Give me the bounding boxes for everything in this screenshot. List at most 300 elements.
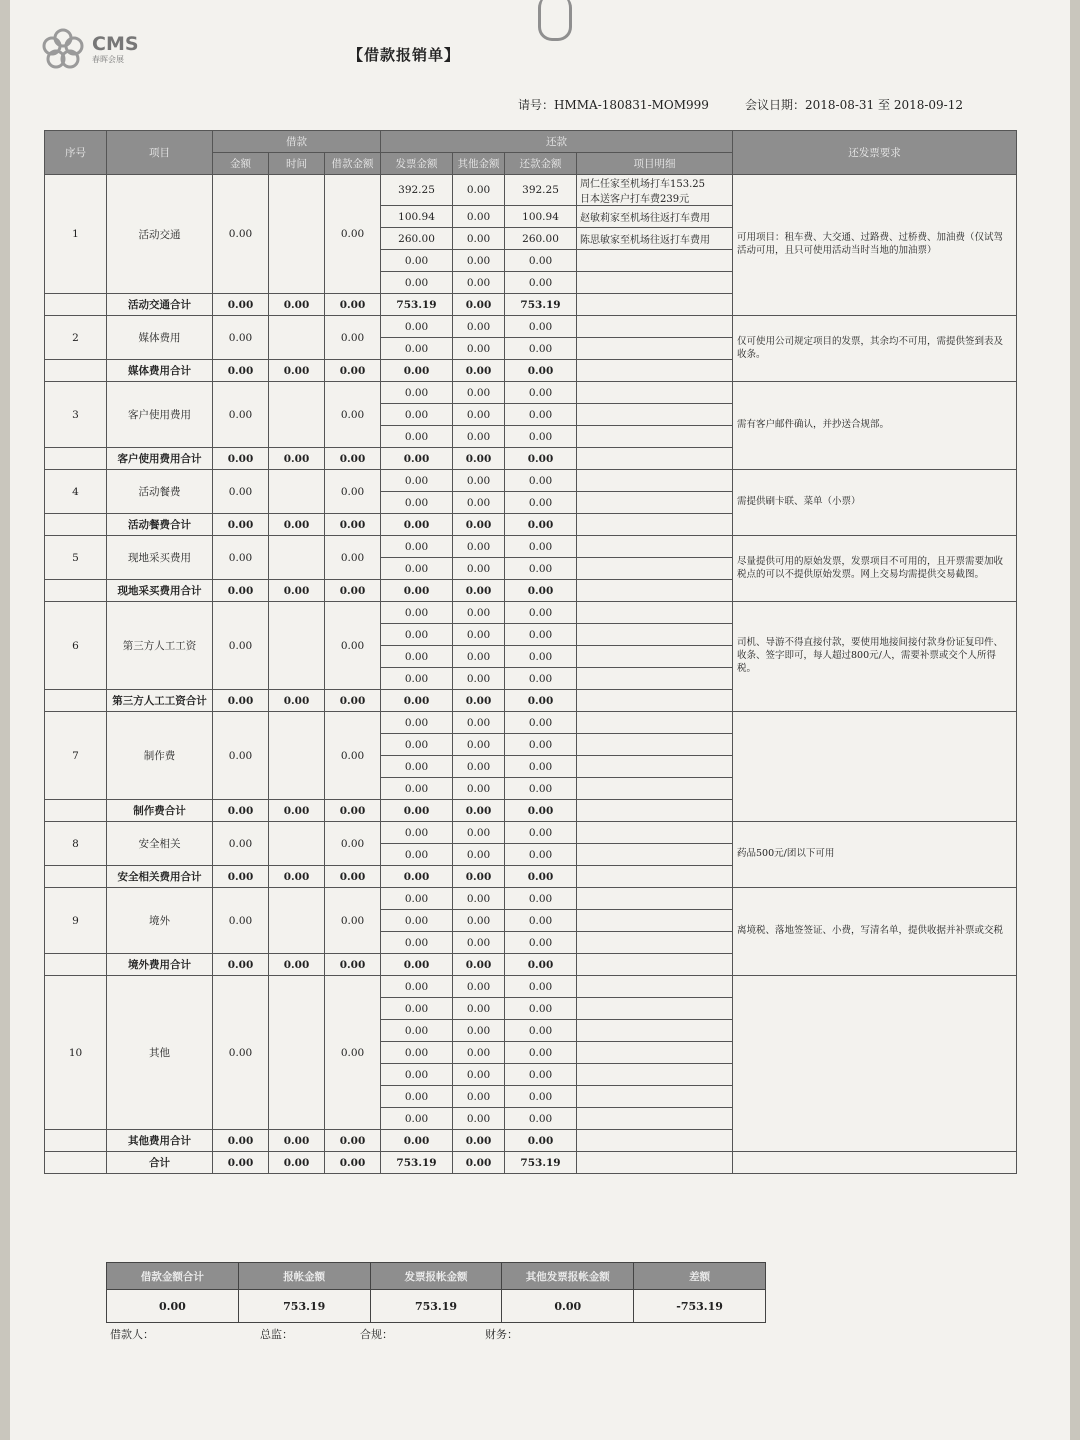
grand-total-value: 0.00 bbox=[213, 1152, 269, 1174]
subtotal-value: 0.00 bbox=[213, 954, 269, 976]
subtotal-detail bbox=[577, 866, 733, 888]
item-detail bbox=[577, 888, 733, 910]
subtotal-value: 0.00 bbox=[381, 360, 453, 382]
subtotal-value: 0.00 bbox=[453, 866, 505, 888]
section-name: 制作费 bbox=[107, 712, 213, 800]
invoice-amount: 0.00 bbox=[381, 470, 453, 492]
requirement-note bbox=[733, 712, 1017, 822]
loan-time bbox=[269, 536, 325, 580]
subtotal-value: 0.00 bbox=[325, 514, 381, 536]
other-amount: 0.00 bbox=[453, 998, 505, 1020]
other-amount: 0.00 bbox=[453, 646, 505, 668]
other-amount: 0.00 bbox=[453, 624, 505, 646]
loan-time bbox=[269, 976, 325, 1130]
table-row bbox=[45, 822, 1017, 844]
other-amount: 0.00 bbox=[453, 175, 505, 206]
subtotal-value: 0.00 bbox=[325, 580, 381, 602]
item-detail bbox=[577, 175, 733, 206]
item-detail bbox=[577, 338, 733, 360]
subtotal-detail bbox=[577, 514, 733, 536]
other-amount: 0.00 bbox=[453, 668, 505, 690]
repay-amount: 0.00 bbox=[505, 932, 577, 954]
repay-amount: 0.00 bbox=[505, 536, 577, 558]
grand-total-label: 合计 bbox=[107, 1152, 213, 1174]
invoice-amount: 0.00 bbox=[381, 338, 453, 360]
header-loan-borrow: 借款金额 bbox=[325, 153, 381, 175]
repay-amount: 0.00 bbox=[505, 250, 577, 272]
document-title: 【借款报销单】 bbox=[348, 46, 461, 64]
loan-borrow: 0.00 bbox=[325, 536, 381, 580]
subtotal-value: 0.00 bbox=[269, 360, 325, 382]
repay-amount: 0.00 bbox=[505, 426, 577, 448]
meeting-date: 会议日期：2018-08-31 至 2018-09-12 bbox=[745, 98, 964, 112]
subtotal-value: 0.00 bbox=[381, 954, 453, 976]
loan-borrow: 0.00 bbox=[325, 316, 381, 360]
other-amount: 0.00 bbox=[453, 338, 505, 360]
subtotal-value: 0.00 bbox=[269, 448, 325, 470]
subtotal-detail bbox=[577, 580, 733, 602]
table-row bbox=[45, 712, 1017, 734]
invoice-amount: 0.00 bbox=[381, 778, 453, 800]
invoice-amount: 392.25 bbox=[381, 175, 453, 206]
repay-amount: 0.00 bbox=[505, 558, 577, 580]
item-detail bbox=[577, 1020, 733, 1042]
summary-header: 报帐金额 bbox=[238, 1263, 370, 1290]
requirement-note bbox=[733, 976, 1017, 1152]
invoice-amount: 0.00 bbox=[381, 1020, 453, 1042]
summary-value: 753.19 bbox=[370, 1290, 502, 1323]
grand-total-detail bbox=[577, 1152, 733, 1174]
subtotal-detail bbox=[577, 448, 733, 470]
other-amount: 0.00 bbox=[453, 558, 505, 580]
subtotal-value: 753.19 bbox=[381, 294, 453, 316]
other-amount: 0.00 bbox=[453, 1108, 505, 1130]
item-detail bbox=[577, 602, 733, 624]
signature-finance: 财务： bbox=[485, 1328, 518, 1341]
item-detail bbox=[577, 1064, 733, 1086]
table-row bbox=[45, 175, 1017, 206]
item-detail bbox=[577, 228, 733, 250]
invoice-amount: 0.00 bbox=[381, 646, 453, 668]
item-detail bbox=[577, 470, 733, 492]
subtotal-value: 0.00 bbox=[325, 800, 381, 822]
invoice-amount: 0.00 bbox=[381, 492, 453, 514]
subtotal-value: 0.00 bbox=[453, 954, 505, 976]
repay-amount: 0.00 bbox=[505, 910, 577, 932]
item-detail bbox=[577, 778, 733, 800]
repay-amount: 0.00 bbox=[505, 844, 577, 866]
subtotal-value: 0.00 bbox=[505, 866, 577, 888]
summary-value: 0.00 bbox=[107, 1290, 239, 1323]
invoice-amount: 0.00 bbox=[381, 624, 453, 646]
item-detail bbox=[577, 404, 733, 426]
requirement-note: 药品500元/团以下可用 bbox=[733, 822, 1017, 888]
invoice-amount: 0.00 bbox=[381, 734, 453, 756]
signature-borrower: 借款人： bbox=[110, 1328, 154, 1341]
invoice-amount: 0.00 bbox=[381, 558, 453, 580]
other-amount: 0.00 bbox=[453, 1042, 505, 1064]
invoice-amount: 0.00 bbox=[381, 602, 453, 624]
invoice-amount: 0.00 bbox=[381, 756, 453, 778]
item-detail-line: 陈思敏家至机场往返打车费用 bbox=[580, 235, 711, 246]
reimbursement-table bbox=[44, 130, 1017, 1174]
item-detail bbox=[577, 206, 733, 228]
invoice-amount: 0.00 bbox=[381, 932, 453, 954]
subtotal-blank bbox=[45, 954, 107, 976]
item-detail-line: 日本送客户打车费239元 bbox=[580, 194, 690, 205]
requirement-note: 需提供刷卡联、菜单（小票） bbox=[733, 470, 1017, 536]
invoice-amount: 0.00 bbox=[381, 976, 453, 998]
item-detail bbox=[577, 844, 733, 866]
section-number: 4 bbox=[45, 470, 107, 514]
repay-amount: 0.00 bbox=[505, 492, 577, 514]
repay-amount: 0.00 bbox=[505, 712, 577, 734]
subtotal-blank bbox=[45, 294, 107, 316]
binder-clip bbox=[538, 0, 572, 41]
header-item: 项目 bbox=[107, 131, 213, 175]
item-detail bbox=[577, 250, 733, 272]
subtotal-value: 0.00 bbox=[505, 448, 577, 470]
subtotal-blank bbox=[45, 866, 107, 888]
other-amount: 0.00 bbox=[453, 822, 505, 844]
section-name: 媒体费用 bbox=[107, 316, 213, 360]
repay-amount: 0.00 bbox=[505, 1064, 577, 1086]
section-number: 9 bbox=[45, 888, 107, 954]
loan-time bbox=[269, 822, 325, 866]
header-detail: 项目明细 bbox=[577, 153, 733, 175]
subtotal-label: 活动交通合计 bbox=[107, 294, 213, 316]
other-amount: 0.00 bbox=[453, 734, 505, 756]
subtotal-value: 0.00 bbox=[325, 954, 381, 976]
item-detail bbox=[577, 976, 733, 998]
section-name: 境外 bbox=[107, 888, 213, 954]
section-number: 3 bbox=[45, 382, 107, 448]
loan-borrow: 0.00 bbox=[325, 470, 381, 514]
summary-header: 差额 bbox=[634, 1263, 766, 1290]
loan-amount: 0.00 bbox=[213, 976, 269, 1130]
subtotal-label: 境外费用合计 bbox=[107, 954, 213, 976]
other-amount: 0.00 bbox=[453, 382, 505, 404]
invoice-amount: 0.00 bbox=[381, 316, 453, 338]
other-amount: 0.00 bbox=[453, 404, 505, 426]
loan-amount: 0.00 bbox=[213, 602, 269, 690]
repay-amount: 0.00 bbox=[505, 316, 577, 338]
header-repay: 还款 bbox=[381, 131, 733, 153]
invoice-amount: 0.00 bbox=[381, 822, 453, 844]
requirement-note: 需有客户邮件确认，并抄送合规部。 bbox=[733, 382, 1017, 470]
invoice-amount: 0.00 bbox=[381, 536, 453, 558]
order-number: 请号：HMMA-180831-MOM999 bbox=[518, 98, 709, 112]
invoice-amount: 0.00 bbox=[381, 426, 453, 448]
subtotal-value: 0.00 bbox=[381, 690, 453, 712]
repay-amount: 100.94 bbox=[505, 206, 577, 228]
section-number: 8 bbox=[45, 822, 107, 866]
table-row bbox=[45, 470, 1017, 492]
subtotal-detail bbox=[577, 1130, 733, 1152]
requirement-note: 尽量提供可用的原始发票，发票项目不可用的，且开票需要加收税点的可以不提供原始发票。网上交易均需提供交易截图。 bbox=[733, 536, 1017, 602]
subtotal-value: 0.00 bbox=[381, 580, 453, 602]
invoice-amount: 0.00 bbox=[381, 404, 453, 426]
grand-total-value: 753.19 bbox=[381, 1152, 453, 1174]
subtotal-label: 活动餐费合计 bbox=[107, 514, 213, 536]
header-loan-amount: 金额 bbox=[213, 153, 269, 175]
subtotal-blank bbox=[45, 514, 107, 536]
repay-amount: 392.25 bbox=[505, 175, 577, 206]
item-detail bbox=[577, 624, 733, 646]
subtotal-value: 0.00 bbox=[325, 1130, 381, 1152]
table-body bbox=[45, 175, 1017, 1174]
subtotal-value: 0.00 bbox=[269, 866, 325, 888]
repay-amount: 0.00 bbox=[505, 470, 577, 492]
subtotal-label: 媒体费用合计 bbox=[107, 360, 213, 382]
subtotal-blank bbox=[45, 448, 107, 470]
subtotal-value: 0.00 bbox=[505, 514, 577, 536]
item-detail bbox=[577, 1042, 733, 1064]
document-page bbox=[10, 0, 1070, 1440]
subtotal-value: 0.00 bbox=[213, 360, 269, 382]
item-detail-line: 周仁任家至机场打车153.25 bbox=[580, 179, 706, 190]
other-amount: 0.00 bbox=[453, 250, 505, 272]
section-number: 7 bbox=[45, 712, 107, 800]
flower-logo-icon bbox=[40, 26, 86, 72]
requirement-note: 可用项目：租车费、大交通、过路费、过桥费、加油费（仅试驾活动可用，且只可使用活动当时当地的加油票） bbox=[733, 175, 1017, 316]
requirement-note: 仅可使用公司规定项目的发票，其余均不可用，需提供签到表及收条。 bbox=[733, 316, 1017, 382]
other-amount: 0.00 bbox=[453, 844, 505, 866]
subtotal-value: 0.00 bbox=[325, 294, 381, 316]
subtotal-value: 0.00 bbox=[269, 800, 325, 822]
subtotal-value: 0.00 bbox=[213, 800, 269, 822]
repay-amount: 0.00 bbox=[505, 756, 577, 778]
loan-time bbox=[269, 888, 325, 954]
subtotal-value: 0.00 bbox=[269, 294, 325, 316]
invoice-amount: 0.00 bbox=[381, 1086, 453, 1108]
subtotal-value: 0.00 bbox=[453, 690, 505, 712]
summary-value: 0.00 bbox=[502, 1290, 634, 1323]
logo-brand: CMS bbox=[92, 32, 139, 55]
subtotal-detail bbox=[577, 360, 733, 382]
repay-amount: 0.00 bbox=[505, 778, 577, 800]
repay-amount: 0.00 bbox=[505, 668, 577, 690]
requirement-note: 离境税、落地签签证、小费，写清名单，提供收据并补票或交税 bbox=[733, 888, 1017, 976]
loan-borrow: 0.00 bbox=[325, 822, 381, 866]
subtotal-value: 0.00 bbox=[453, 580, 505, 602]
loan-amount: 0.00 bbox=[213, 470, 269, 514]
subtotal-value: 0.00 bbox=[453, 294, 505, 316]
subtotal-detail bbox=[577, 690, 733, 712]
subtotal-value: 0.00 bbox=[381, 514, 453, 536]
repay-amount: 0.00 bbox=[505, 272, 577, 294]
other-amount: 0.00 bbox=[453, 470, 505, 492]
header-loan: 借款 bbox=[213, 131, 381, 153]
other-amount: 0.00 bbox=[453, 976, 505, 998]
subtotal-detail bbox=[577, 954, 733, 976]
other-amount: 0.00 bbox=[453, 1064, 505, 1086]
subtotal-value: 0.00 bbox=[453, 514, 505, 536]
invoice-amount: 0.00 bbox=[381, 1108, 453, 1130]
subtotal-label: 安全相关费用合计 bbox=[107, 866, 213, 888]
other-amount: 0.00 bbox=[453, 778, 505, 800]
loan-borrow: 0.00 bbox=[325, 382, 381, 448]
item-detail bbox=[577, 1086, 733, 1108]
loan-amount: 0.00 bbox=[213, 175, 269, 294]
subtotal-value: 0.00 bbox=[453, 448, 505, 470]
loan-amount: 0.00 bbox=[213, 536, 269, 580]
summary-value: 753.19 bbox=[238, 1290, 370, 1323]
table-row bbox=[45, 976, 1017, 998]
repay-amount: 0.00 bbox=[505, 338, 577, 360]
other-amount: 0.00 bbox=[453, 756, 505, 778]
other-amount: 0.00 bbox=[453, 1086, 505, 1108]
section-number: 10 bbox=[45, 976, 107, 1130]
other-amount: 0.00 bbox=[453, 536, 505, 558]
item-detail bbox=[577, 1108, 733, 1130]
subtotal-value: 0.00 bbox=[505, 800, 577, 822]
loan-amount: 0.00 bbox=[213, 382, 269, 448]
summary-header: 发票报帐金额 bbox=[370, 1263, 502, 1290]
summary-header: 借款金额合计 bbox=[107, 1263, 239, 1290]
loan-amount: 0.00 bbox=[213, 822, 269, 866]
subtotal-detail bbox=[577, 800, 733, 822]
other-amount: 0.00 bbox=[453, 602, 505, 624]
subtotal-value: 0.00 bbox=[213, 294, 269, 316]
other-amount: 0.00 bbox=[453, 932, 505, 954]
item-detail bbox=[577, 998, 733, 1020]
invoice-amount: 0.00 bbox=[381, 998, 453, 1020]
section-name: 现地采买费用 bbox=[107, 536, 213, 580]
grand-total-row bbox=[45, 1152, 1017, 1174]
subtotal-value: 0.00 bbox=[505, 954, 577, 976]
other-amount: 0.00 bbox=[453, 492, 505, 514]
subtotal-value: 0.00 bbox=[505, 690, 577, 712]
signature-compliance: 合规： bbox=[360, 1328, 393, 1341]
other-amount: 0.00 bbox=[453, 1020, 505, 1042]
subtotal-blank bbox=[45, 580, 107, 602]
invoice-amount: 0.00 bbox=[381, 668, 453, 690]
subtotal-value: 0.00 bbox=[381, 1130, 453, 1152]
grand-total-value: 0.00 bbox=[453, 1152, 505, 1174]
invoice-amount: 0.00 bbox=[381, 382, 453, 404]
item-detail bbox=[577, 932, 733, 954]
subtotal-value: 0.00 bbox=[269, 1130, 325, 1152]
section-name: 第三方人工工资 bbox=[107, 602, 213, 690]
loan-borrow: 0.00 bbox=[325, 602, 381, 690]
subtotal-value: 0.00 bbox=[325, 360, 381, 382]
summary-value: -753.19 bbox=[634, 1290, 766, 1323]
summary-header: 其他发票报帐金额 bbox=[502, 1263, 634, 1290]
loan-time bbox=[269, 470, 325, 514]
loan-time bbox=[269, 175, 325, 294]
header-repay-amount: 还款金额 bbox=[505, 153, 577, 175]
grand-total-note bbox=[733, 1152, 1017, 1174]
loan-time bbox=[269, 382, 325, 448]
loan-borrow: 0.00 bbox=[325, 888, 381, 954]
logo-subtitle: 春晖会展 bbox=[92, 54, 124, 64]
signature-director: 总监： bbox=[260, 1328, 293, 1341]
subtotal-value: 0.00 bbox=[505, 1130, 577, 1152]
item-detail bbox=[577, 558, 733, 580]
repay-amount: 0.00 bbox=[505, 998, 577, 1020]
other-amount: 0.00 bbox=[453, 206, 505, 228]
subtotal-blank bbox=[45, 1130, 107, 1152]
subtotal-blank bbox=[45, 360, 107, 382]
loan-borrow: 0.00 bbox=[325, 175, 381, 294]
subtotal-value: 0.00 bbox=[381, 448, 453, 470]
invoice-amount: 0.00 bbox=[381, 844, 453, 866]
invoice-amount: 0.00 bbox=[381, 272, 453, 294]
table-row bbox=[45, 316, 1017, 338]
invoice-amount: 100.94 bbox=[381, 206, 453, 228]
subtotal-value: 0.00 bbox=[325, 866, 381, 888]
loan-amount: 0.00 bbox=[213, 316, 269, 360]
loan-borrow: 0.00 bbox=[325, 976, 381, 1130]
subtotal-value: 0.00 bbox=[269, 954, 325, 976]
invoice-amount: 0.00 bbox=[381, 1042, 453, 1064]
repay-amount: 0.00 bbox=[505, 888, 577, 910]
subtotal-value: 0.00 bbox=[213, 448, 269, 470]
item-detail bbox=[577, 382, 733, 404]
subtotal-label: 其他费用合计 bbox=[107, 1130, 213, 1152]
subtotal-blank bbox=[45, 800, 107, 822]
repay-amount: 0.00 bbox=[505, 1042, 577, 1064]
item-detail bbox=[577, 492, 733, 514]
section-name: 客户使用费用 bbox=[107, 382, 213, 448]
subtotal-value: 0.00 bbox=[213, 1130, 269, 1152]
company-logo bbox=[40, 26, 139, 72]
section-number: 1 bbox=[45, 175, 107, 294]
item-detail bbox=[577, 272, 733, 294]
header-other-amount: 其他金额 bbox=[453, 153, 505, 175]
repay-amount: 0.00 bbox=[505, 1020, 577, 1042]
other-amount: 0.00 bbox=[453, 316, 505, 338]
repay-amount: 0.00 bbox=[505, 382, 577, 404]
invoice-amount: 260.00 bbox=[381, 228, 453, 250]
table-row bbox=[45, 382, 1017, 404]
summary-table bbox=[106, 1262, 766, 1323]
loan-time bbox=[269, 602, 325, 690]
item-detail bbox=[577, 668, 733, 690]
loan-time bbox=[269, 316, 325, 360]
subtotal-value: 0.00 bbox=[325, 448, 381, 470]
invoice-amount: 0.00 bbox=[381, 888, 453, 910]
header-invoice-amount: 发票金额 bbox=[381, 153, 453, 175]
repay-amount: 0.00 bbox=[505, 404, 577, 426]
section-name: 其他 bbox=[107, 976, 213, 1130]
other-amount: 0.00 bbox=[453, 910, 505, 932]
subtotal-value: 0.00 bbox=[381, 800, 453, 822]
repay-amount: 0.00 bbox=[505, 1108, 577, 1130]
subtotal-value: 0.00 bbox=[269, 690, 325, 712]
subtotal-value: 0.00 bbox=[213, 690, 269, 712]
grand-total-blank bbox=[45, 1152, 107, 1174]
item-detail bbox=[577, 536, 733, 558]
other-amount: 0.00 bbox=[453, 228, 505, 250]
subtotal-value: 0.00 bbox=[505, 580, 577, 602]
subtotal-label: 现地采买费用合计 bbox=[107, 580, 213, 602]
section-name: 活动交通 bbox=[107, 175, 213, 294]
item-detail bbox=[577, 712, 733, 734]
loan-time bbox=[269, 712, 325, 800]
subtotal-value: 0.00 bbox=[325, 690, 381, 712]
subtotal-value: 753.19 bbox=[505, 294, 577, 316]
table-row bbox=[45, 602, 1017, 624]
subtotal-label: 第三方人工工资合计 bbox=[107, 690, 213, 712]
section-name: 安全相关 bbox=[107, 822, 213, 866]
subtotal-label: 制作费合计 bbox=[107, 800, 213, 822]
table-row bbox=[45, 536, 1017, 558]
subtotal-value: 0.00 bbox=[381, 866, 453, 888]
other-amount: 0.00 bbox=[453, 888, 505, 910]
subtotal-value: 0.00 bbox=[453, 1130, 505, 1152]
